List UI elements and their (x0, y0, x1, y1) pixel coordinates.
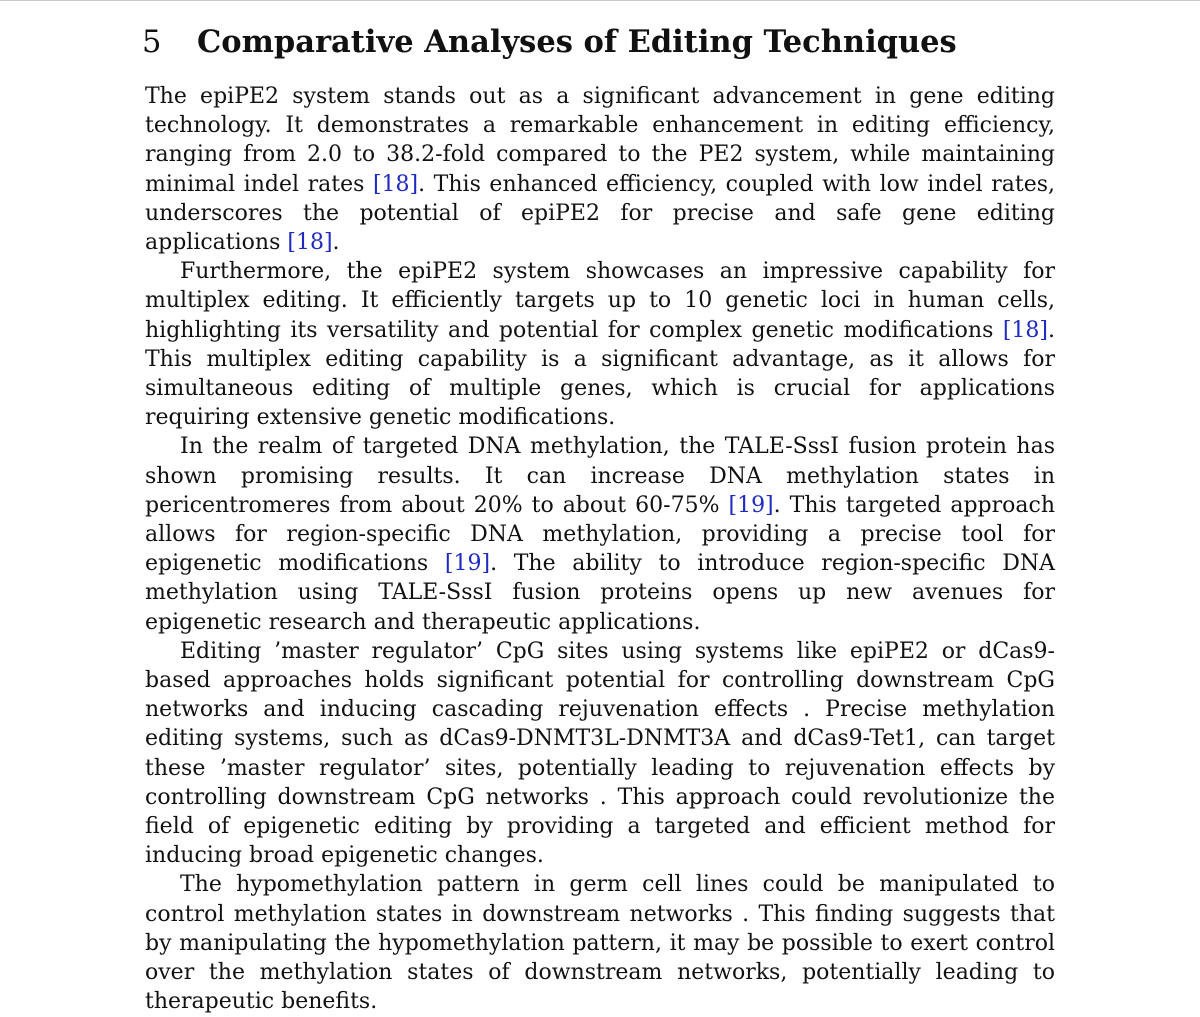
section-number: 5 (142, 25, 162, 60)
text-segment: The epiPE2 system stands out as a significant advancement in gene editing technology. It demonstrates a remarkable enhancement in editing efficiency, ranging from 2.0 to 38.2-fold compared to the PE2 system, while maintaining minimal indel rates (145, 84, 1055, 197)
text-segment: . This targeted approach allows for region-specific DNA methylation, providing a precise tool for epigenetic modifications (145, 492, 1055, 577)
section-title: Comparative Analyses of Editing Techniques (197, 24, 957, 60)
citation-link-18[interactable]: [18] (287, 230, 333, 256)
text-segment: Editing ’master regulator’ CpG sites using systems like epiPE2 or dCas9-based approaches holds significant potential for controlling downstream CpG networks and inducing cascading rejuvenation effects . Precise methylation editing systems, such as dCas9-DNMT3L-DNMT3A and dCas9-Tet1, can target these ’master regulator’ sites, potentially leading to rejuvenation effects by controlling downstream CpG networks . This approach could revolutionize the field of epigenetic editing by providing a targeted and efficient method for inducing broad epigenetic changes. (145, 638, 1055, 869)
citation-link-19[interactable]: [19] (444, 551, 491, 577)
text-segment: . This enhanced efficiency, coupled with low indel rates, underscores the potential of epiPE2 for precise and safe gene editing applications (145, 171, 1055, 256)
text-segment: The hypomethylation pattern in germ cell lines could be manipulated to control methylation states in downstream networks . This finding suggests that by manipulating the hypomethylation pattern, it may be possible to exert control over the methylation states of downstream networks, potentially leading to therapeutic benefits. (145, 872, 1055, 1015)
paragraph-epipe2-efficiency (145, 82, 1055, 257)
citation-link-18[interactable]: [18] (372, 171, 419, 197)
text-segment: . The ability to introduce region-specific DNA methylation using TALE-SssI fusion proteins opens up new avenues for epigenetic research and therapeutic applications. (145, 551, 1055, 635)
paragraph-multiplex-editing (145, 257, 1055, 432)
text-segment: . (332, 230, 340, 256)
paragraph-hypomethylation (145, 870, 1055, 1016)
citation-link-19[interactable]: [19] (728, 492, 774, 518)
text-segment: In the realm of targeted DNA methylation, the TALE-SssI fusion protein has shown promising results. It can increase DNA methylation states in pericentromeres from about 20% to about 60-75% (145, 434, 1055, 518)
page-top-border (0, 0, 1200, 1)
section-heading (142, 22, 1055, 82)
paragraph-master-regulator (145, 637, 1055, 871)
text-segment: . This multiplex editing capability is a significant advantage, as it allows for simultaneous editing of multiple genes, which is crucial for applications requiring extensive genetic modifications. (145, 317, 1055, 431)
paper-page (142, 22, 1055, 1017)
citation-link-18[interactable]: [18] (1002, 317, 1048, 343)
text-segment: Furthermore, the epiPE2 system showcases an impressive capability for multiplex editing. It efficiently targets up to 10 genetic loci in human cells, highlighting its versatility and potential for complex genetic modifications (145, 259, 1055, 343)
paragraph-dna-methylation (145, 432, 1055, 636)
